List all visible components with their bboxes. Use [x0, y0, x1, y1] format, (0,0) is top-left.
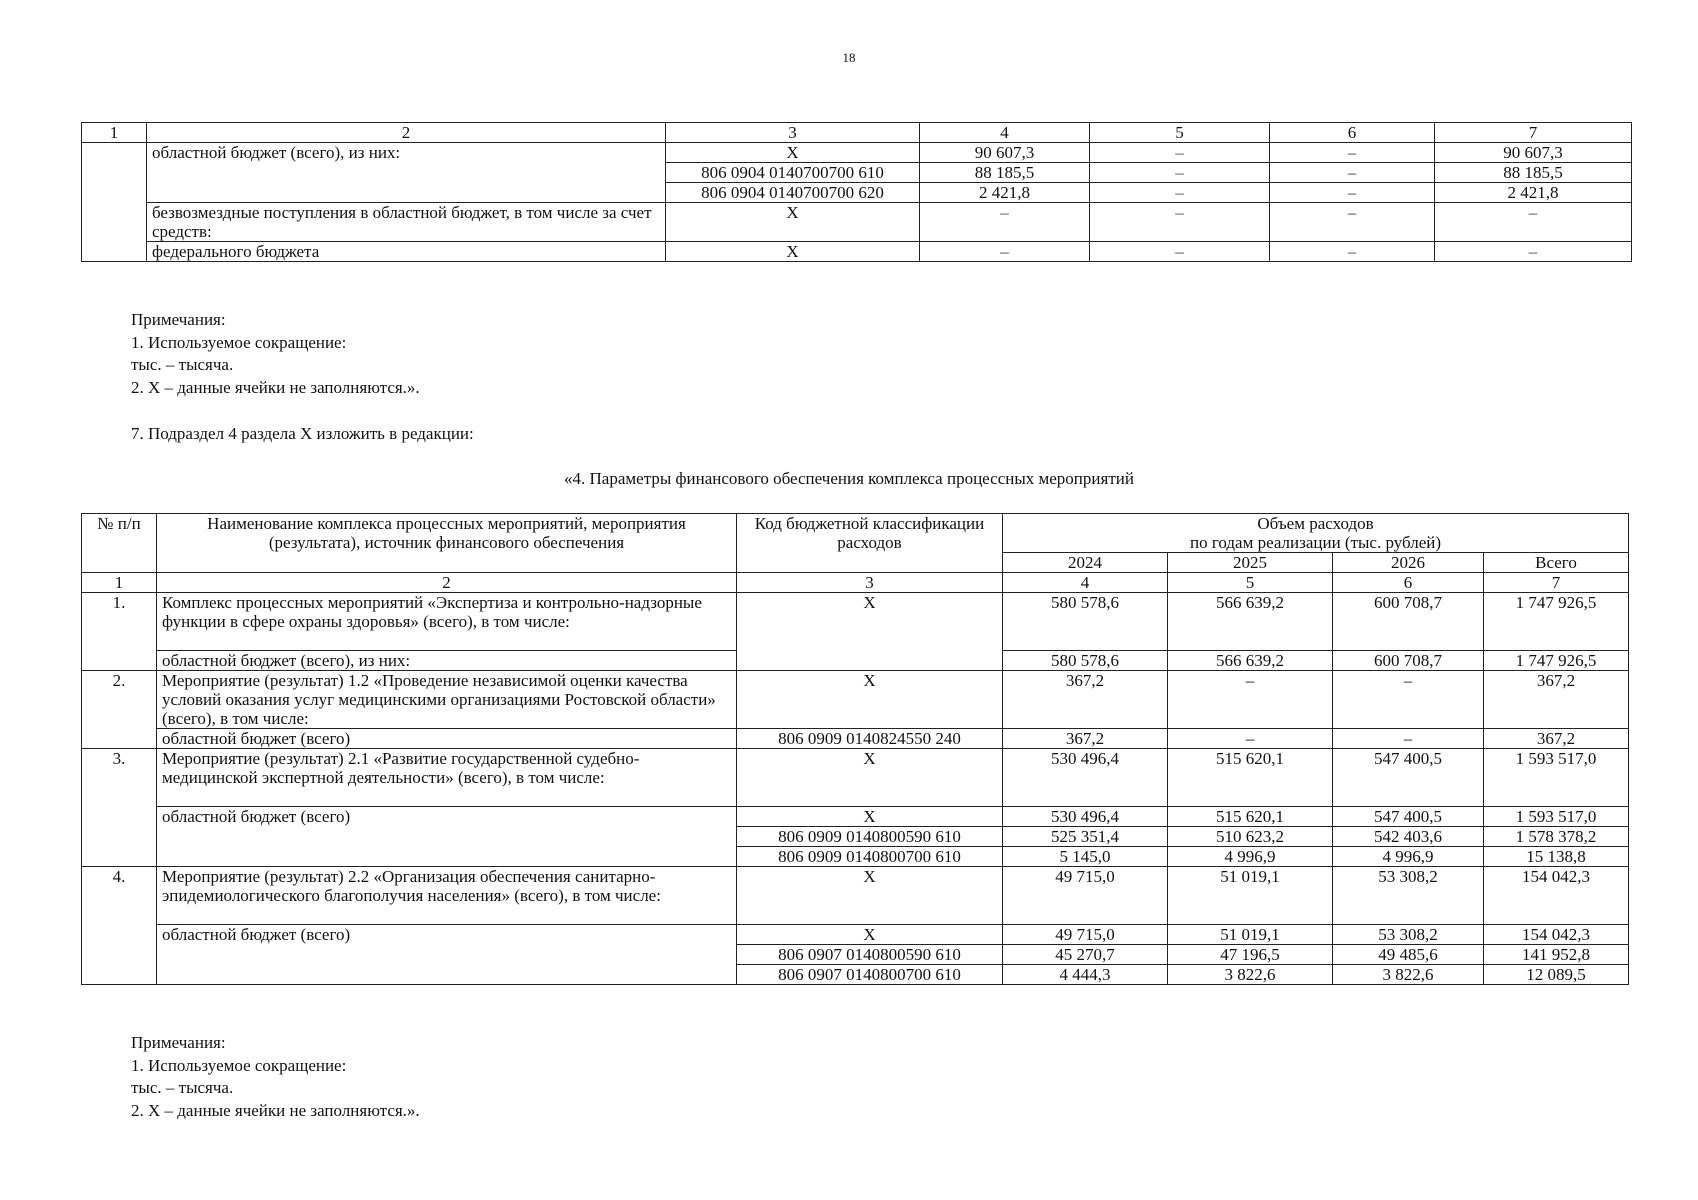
row-number: 2. — [82, 671, 157, 749]
value-cell: – — [1090, 183, 1270, 203]
row-number: 3. — [82, 749, 157, 867]
notes-block — [131, 309, 420, 399]
value-cell: 51 019,1 — [1168, 867, 1333, 925]
value-cell: 566 639,2 — [1168, 651, 1333, 671]
value-cell: – — [1435, 203, 1632, 242]
budget-code: Х — [666, 203, 920, 242]
col-number: 3 — [737, 573, 1003, 593]
value-cell: 45 270,7 — [1003, 945, 1168, 965]
table-row — [82, 729, 1629, 749]
note-line: тыс. – тысяча. — [131, 1078, 234, 1097]
col-number: 2 — [147, 123, 666, 143]
value-cell: 600 708,7 — [1333, 651, 1484, 671]
value-cell: 4 996,9 — [1168, 847, 1333, 867]
table-row — [82, 867, 1629, 925]
value-cell: 3 822,6 — [1168, 965, 1333, 985]
value-cell: 154 042,3 — [1484, 925, 1629, 945]
budget-code: 806 0904 0140700700 620 — [666, 183, 920, 203]
value-cell: 1 747 926,5 — [1484, 593, 1629, 651]
table-row — [82, 593, 1629, 651]
budget-code: Х — [666, 143, 920, 163]
value-cell: – — [1090, 203, 1270, 242]
header-row — [82, 514, 1629, 553]
continuation-table — [81, 122, 1632, 262]
value-cell: 141 952,8 — [1484, 945, 1629, 965]
value-cell: – — [920, 203, 1090, 242]
value-cell: 510 623,2 — [1168, 827, 1333, 847]
value-cell: 49 485,6 — [1333, 945, 1484, 965]
budget-code: 806 0907 0140800700 610 — [737, 965, 1003, 985]
column-number-row — [82, 573, 1629, 593]
value-cell: – — [1435, 242, 1632, 262]
value-cell: 367,2 — [1003, 671, 1168, 729]
value-cell: – — [1090, 163, 1270, 183]
value-cell: 580 578,6 — [1003, 651, 1168, 671]
col-number: 4 — [920, 123, 1090, 143]
value-cell: 2 421,8 — [920, 183, 1090, 203]
value-cell: – — [1270, 242, 1435, 262]
budget-code: Х — [737, 925, 1003, 945]
value-cell: 530 496,4 — [1003, 807, 1168, 827]
table-row — [82, 143, 1632, 163]
funding-source-label: безвозмездные поступления в областной бюджет, в том числе за счет средств: — [147, 203, 666, 242]
value-cell: – — [1270, 183, 1435, 203]
col-number: 2 — [157, 573, 737, 593]
funding-source-label: областной бюджет (всего), из них: — [147, 143, 666, 203]
row-title: Мероприятие (результат) 2.2 «Организация обеспечения санитарно-эпидемиологического благополучия населения» (всего), в том числе: — [157, 867, 737, 925]
col-number: 7 — [1484, 573, 1629, 593]
note-line: 2. Х – данные ячейки не заполняются.». — [131, 377, 420, 397]
value-cell: 154 042,3 — [1484, 867, 1629, 925]
row-number: 4. — [82, 867, 157, 985]
col-number: 6 — [1333, 573, 1484, 593]
value-cell: 3 822,6 — [1333, 965, 1484, 985]
header-num: № п/п — [82, 514, 157, 573]
value-cell: 88 185,5 — [920, 163, 1090, 183]
budget-code: Х — [737, 807, 1003, 827]
notes-title: Примечания: — [131, 310, 226, 329]
value-cell: – — [1270, 163, 1435, 183]
value-cell: – — [1090, 143, 1270, 163]
table-row — [82, 242, 1632, 262]
value-cell: 547 400,5 — [1333, 807, 1484, 827]
value-cell: – — [1090, 242, 1270, 262]
value-cell: 4 996,9 — [1333, 847, 1484, 867]
column-number-row — [82, 123, 1632, 143]
value-cell: 580 578,6 — [1003, 593, 1168, 651]
budget-code: 806 0909 0140800590 610 — [737, 827, 1003, 847]
col-number: 5 — [1168, 573, 1333, 593]
col-number: 6 — [1270, 123, 1435, 143]
year-header: 2024 — [1003, 553, 1168, 573]
budget-code: Х — [737, 749, 1003, 807]
page-number: 18 — [842, 50, 856, 65]
note-line: 2. Х – данные ячейки не заполняются.». — [131, 1100, 420, 1120]
value-cell: – — [1168, 729, 1333, 749]
value-cell: – — [1270, 203, 1435, 242]
value-cell: 12 089,5 — [1484, 965, 1629, 985]
col-number: 5 — [1090, 123, 1270, 143]
header-volume — [1003, 514, 1629, 553]
value-cell: 49 715,0 — [1003, 925, 1168, 945]
year-header: 2025 — [1168, 553, 1333, 573]
row-title: Комплекс процессных мероприятий «Экспертиза и контрольно-надзорные функции в сфере охраны здоровья» (всего), в том числе: — [157, 593, 737, 651]
value-cell: – — [1333, 671, 1484, 729]
budget-code: Х — [737, 867, 1003, 925]
value-cell: – — [1333, 729, 1484, 749]
funding-source-label: федерального бюджета — [147, 242, 666, 262]
value-cell: 90 607,3 — [1435, 143, 1632, 163]
value-cell: 53 308,2 — [1333, 867, 1484, 925]
budget-code: Х — [737, 593, 1003, 671]
budget-code: Х — [666, 242, 920, 262]
col-number: 3 — [666, 123, 920, 143]
table-row — [82, 203, 1632, 242]
funding-source-label: областной бюджет (всего), из них: — [157, 651, 737, 671]
value-cell: – — [920, 242, 1090, 262]
row-number: 1. — [82, 593, 157, 671]
value-cell: 367,2 — [1003, 729, 1168, 749]
budget-code: 806 0907 0140800590 610 — [737, 945, 1003, 965]
note-line: 1. Используемое сокращение: — [131, 1055, 347, 1075]
financing-table — [81, 513, 1629, 985]
value-cell: 1 578 378,2 — [1484, 827, 1629, 847]
budget-code: Х — [737, 671, 1003, 729]
value-cell: 49 715,0 — [1003, 867, 1168, 925]
table-row — [82, 749, 1629, 807]
value-cell: 90 607,3 — [920, 143, 1090, 163]
value-cell: 15 138,8 — [1484, 847, 1629, 867]
col-number: 1 — [82, 123, 147, 143]
table-row — [82, 671, 1629, 729]
col-number: 1 — [82, 573, 157, 593]
value-cell: – — [1168, 671, 1333, 729]
value-cell: 547 400,5 — [1333, 749, 1484, 807]
row-title: Мероприятие (результат) 1.2 «Проведение независимой оценки качества условий оказания услуг медицинскими организациями Ростовской области» (всего), в том числе: — [157, 671, 737, 729]
year-header: Всего — [1484, 553, 1629, 573]
budget-code: 806 0904 0140700700 610 — [666, 163, 920, 183]
funding-source-label: областной бюджет (всего) — [157, 729, 737, 749]
col-number: 4 — [1003, 573, 1168, 593]
col-number: 7 — [1435, 123, 1632, 143]
value-cell: 4 444,3 — [1003, 965, 1168, 985]
amendment-text: 7. Подраздел 4 раздела X изложить в редакции: — [131, 424, 474, 443]
table-row — [82, 807, 1629, 827]
value-cell: 1 593 517,0 — [1484, 807, 1629, 827]
notes-title: Примечания: — [131, 1033, 226, 1052]
header-name: Наименование комплекса процессных мероприятий, мероприятия (результата), источник финансового обеспечения — [157, 514, 737, 573]
empty-cell — [82, 143, 147, 262]
value-cell: 5 145,0 — [1003, 847, 1168, 867]
value-cell: 525 351,4 — [1003, 827, 1168, 847]
value-cell: 51 019,1 — [1168, 925, 1333, 945]
value-cell: – — [1270, 143, 1435, 163]
note-line: тыс. – тысяча. — [131, 355, 234, 374]
value-cell: 530 496,4 — [1003, 749, 1168, 807]
note-line: 1. Используемое сокращение: — [131, 332, 347, 352]
header-code: Код бюджетной классификации расходов — [737, 514, 1003, 573]
table-row — [82, 925, 1629, 945]
row-title: Мероприятие (результат) 2.1 «Развитие государственной судебно-медицинской экспертной деятельности» (всего), в том числе: — [157, 749, 737, 807]
value-cell: 515 620,1 — [1168, 807, 1333, 827]
budget-code: 806 0909 0140824550 240 — [737, 729, 1003, 749]
value-cell: 515 620,1 — [1168, 749, 1333, 807]
section-title: «4. Параметры финансового обеспечения комплекса процессных мероприятий — [564, 469, 1134, 488]
value-cell: 367,2 — [1484, 671, 1629, 729]
header-volume-line: по годам реализации (тыс. рублей) — [1189, 533, 1442, 552]
notes-block — [131, 1032, 420, 1122]
funding-source-label: областной бюджет (всего) — [157, 925, 737, 985]
value-cell: 53 308,2 — [1333, 925, 1484, 945]
header-volume-line: Объем расходов — [1257, 514, 1374, 533]
value-cell: 367,2 — [1484, 729, 1629, 749]
value-cell: 1 747 926,5 — [1484, 651, 1629, 671]
year-header: 2026 — [1333, 553, 1484, 573]
value-cell: 2 421,8 — [1435, 183, 1632, 203]
value-cell: 600 708,7 — [1333, 593, 1484, 651]
value-cell: 88 185,5 — [1435, 163, 1632, 183]
funding-source-label: областной бюджет (всего) — [157, 807, 737, 867]
value-cell: 542 403,6 — [1333, 827, 1484, 847]
budget-code: 806 0909 0140800700 610 — [737, 847, 1003, 867]
value-cell: 1 593 517,0 — [1484, 749, 1629, 807]
value-cell: 566 639,2 — [1168, 593, 1333, 651]
value-cell: 47 196,5 — [1168, 945, 1333, 965]
